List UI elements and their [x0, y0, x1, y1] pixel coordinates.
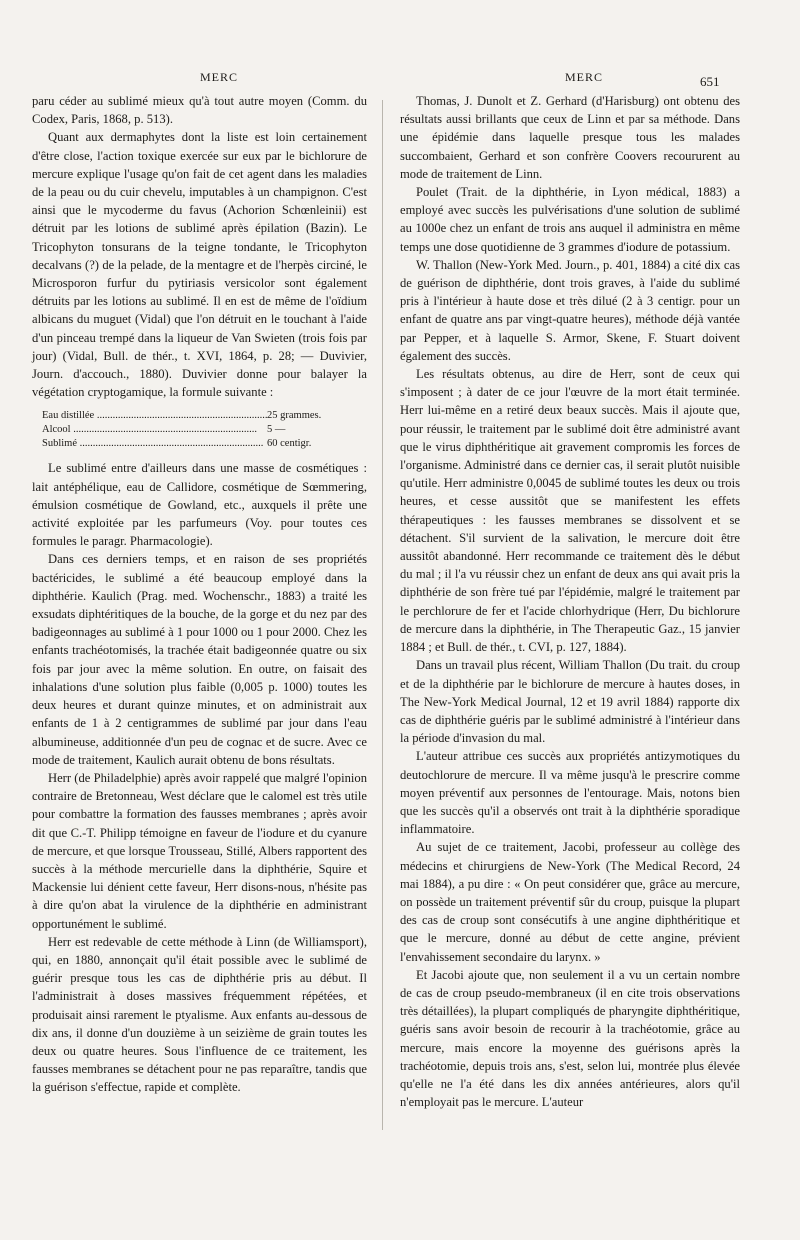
- left-column: [32, 92, 367, 1097]
- formula-quantity: 5 —: [267, 424, 286, 436]
- formula-row: [42, 409, 367, 423]
- formula-row: [42, 423, 367, 437]
- paragraph: W. Thallon (New-York Med. Journ., p. 401, 1884) a cité dix cas de guérison de diphthérie, dont trois graves, à l'aide du sublimé pris à l'intérieur à haute dose et très dilué (2 à 3 centigr. pour un enfant de quatre ans par vingt-quatre heures), méthode déjà vantée par Pepper, et à laquelle S. Armor, Skene, F. Stuart doivent également des succès.: [400, 257, 740, 363]
- column-divider: [382, 100, 383, 1130]
- paragraph: L'auteur attribue ces succès aux propriétés antizymotiques du deutochlorure de mercure. Il va même jusqu'à le prescrire comme moyen préventif aux personnes de l'entourage. Mais, notons bien que les succès qu'il a observés ont trait à la diphthérie sporadique inflammatoire.: [400, 749, 740, 837]
- paragraph: Herr est redevable de cette méthode à Linn (de Williamsport), qui, en 1880, annonçait qu'il était possible avec le sublimé de guérir presque tous les cas de diphthérie pris au début. Il l'administrait à doses massives fréquemment répétées, et produisait ainsi rarement le ptyalisme. Aux enfants au-dessous de dix ans, il donne d'un douzième à un seizième de grain toutes les deux ou quatre heures. Sous l'influence de ce traitement, les fausses membranes se détachent pour ne pas reparaître, tandis que la guérison s'effectue, rapide et complète.: [32, 934, 367, 1095]
- paragraph: Quant aux dermaphytes dont la liste est loin certainement d'être close, l'action toxique exercée sur eux par le bichlorure de mercure explique l'usage qu'on fait de cet agent dans les maladies de la peau ou du cuir chevelu, imputables à un champignon. C'est ainsi que le mycoderme du favus (Achorion Schœnleinii) est détruit par les lotions de sublimé après épilation (Bazin). Le Tricophyton tonsurans de la teigne tondante, le Tricophyton decalvans (?) de la pelade, de la mentagre et de l'herpès circiné, le Microsporon furfur du pytiriasis versicolor sont également détruits par les lotions au sublimé. Il en est de même de l'oïdium albicans du muguet (Vidal) que l'on détruit en le touchant à l'aide d'un pinceau trempé dans la liqueur de Van Swieten (trois fois par jour) (Vidal, Bull. de thér., t. XVI, 1864, p. 28; — Duvivier, Journ. d'accouch., 1880). Duvivier donne pour balayer la végétation cryptogamique, la formule suivante :: [32, 130, 367, 400]
- formula-ingredient: Alcool .....: [42, 423, 267, 437]
- page-number: 651: [700, 74, 720, 89]
- paragraph: Le sublimé entre d'ailleurs dans une masse de cosmétiques : lait antéphélique, eau de Callidore, cosmétique de Sœmmering, émulsion cosmétique de Gowland, etc., auxquels il prête une activité exploitée par les parfumeurs (Voy. pour toutes ces formules le paragr. Pharmacologie).: [32, 461, 367, 549]
- formula-table: [42, 409, 367, 451]
- paragraph: Dans ces derniers temps, et en raison de ses propriétés bactéricides, le sublimé a été beaucoup employé dans la diphthérie. Kaulich (Prag. med. Wochenschr., 1883) a traité les exsudats diphtéritiques de la bouche, de la gorge et du nez par des badigeonnages au sublimé à 1 pour 1000 ou 1 pour 2000. Chez les enfants trachéotomisés, la trachée était badigeonnée quatre ou six fois par jour avec la même solution. En outre, on faisait des inhalations d'une solution plus faible (0,005 p. 1000) toutes les deux heures et durant quinze minutes, et on administrait aux enfants de 1 à 2 centigrammes de sublimé par jour dans l'eau albumineuse, additionnée d'un peu de cognac et de sucre. Avec ce mode de traitement, Kaulich aurait obtenu de bons résultats.: [32, 552, 367, 767]
- paragraph: Les résultats obtenus, au dire de Herr, sont de ceux qui s'imposent ; à dater de ce jour l'œuvre de la mort était terminée. Herr lui-même en a retiré deux beaux succès. Mais il ajoute que, pour réussir, le traitement par le sublimé doit être administré avant que le virus diphthéritique ait gravement compromis les forces de l'organisme. Administré dans ce dernier cas, il serait plutôt nuisible qu'utile. Herr administre 0,0045 de sublimé toutes les deux ou trois heures, et cesse aussitôt que se manifestent les effets thérapeutiques : les fausses membranes se dissolvent et se détachent. S'il survient de la salivation, le mercure doit être aussitôt abandonné. Herr recommande ce traitement dès le début du mal ; il l'a vu réussir chez un enfant de deux ans qui avait pris la diphthérie de son frère tué par l'épidémie, malgré le traitement par le perchlorure de fer et l'acide chlorhydrique (Herr, Du bichlorure de mercure dans la diphthérie, in The Therapeutic Gaz., 15 janvier 1884 ; et Bull. de thér., t. CVI, p. 127, 1884).: [400, 367, 740, 655]
- formula-quantity: 60 centigr.: [267, 438, 312, 450]
- paragraph: Poulet (Trait. de la diphthérie, in Lyon médical, 1883) a employé avec succès les pulvérisations d'une solution de sublimé au 1000e chez un enfant de trois ans auquel il administra en même temps une dose quotidienne de 3 grammes d'iodure de potassium.: [400, 185, 740, 254]
- paragraph: Thomas, J. Dunolt et Z. Gerhard (d'Harisburg) ont obtenu des résultats aussi brillants que ceux de Linn et par sa méthode. Dans une épidémie dans laquelle presque tous les malades succombaient, Gerhard et son confrère Coovers recoururent au mode de traitement de Linn.: [400, 94, 740, 181]
- formula-ingredient: Sublimé .....: [42, 437, 267, 451]
- formula-ingredient: Eau distillée .....: [42, 409, 267, 423]
- paragraph: Herr (de Philadelphie) après avoir rappelé que malgré l'opinion contraire de Bretonneau, West déclare que le calomel est très utile pour combattre la formation des fausses membranes ; après avoir dit que C.-T. Philipp témoigne en faveur de l'iodure et du cyanure de mercure, et que lorsque Trousseau, Stillé, Albers rapportent des succès à la méthode mercurielle dans la diphthérie, Squire et Mackensie lui dénient cette faveur, Herr disons-nous, n'hésite pas à dire qu'on abat la virulence de la diphthérie en administrant opportunément le sublimé.: [32, 770, 367, 931]
- paragraph: paru céder au sublimé mieux qu'à tout autre moyen (Comm. du Codex, Paris, 1868, p. 513).: [32, 94, 367, 127]
- formula-quantity: 25 grammes.: [267, 410, 322, 422]
- right-column: [400, 92, 740, 1111]
- running-head-left: MERC: [200, 70, 239, 84]
- formula-row: [42, 437, 367, 451]
- running-head-right: MERC: [565, 70, 604, 84]
- paragraph: Dans un travail plus récent, William Thallon (Du trait. du croup et de la diphthérie par le bichlorure de mercure à hautes doses, in The New-York Medical Journal, 12 et 19 avril 1884) rapporte dix cas de diphthérie guéris par le sublimé administré à l'intérieur dans la période d'invasion du mal.: [400, 658, 740, 746]
- paragraph: Et Jacobi ajoute que, non seulement il a vu un certain nombre de cas de croup pseudo-membraneux (il en cite trois observations très détaillées), la plupart compliqués de pharyngite diphthéritique, guéris sans avoir besoin de recourir à la trachéotomie, grâce au mercure, mais encore la moyenne des guérisons après la trachéotomie, depuis trois ans, s'est, selon lui, montrée plus élevée qu'elle ne l'a été dans les dix années antérieures, alors qu'il n'employait pas le mercure. L'auteur: [400, 967, 740, 1110]
- paragraph: Au sujet de ce traitement, Jacobi, professeur au collège des médecins et chirurgiens de New-York (The Medical Record, 24 mai 1884), a pu dire : « On peut considérer que, grâce au mercure, on possède un traitement préventif sûr du croup, puisque la plupart des cas de croup sont consécutifs à une angine diphthéritique et que le mercure, donné au début de cette angine, prévient l'envahissement secondaire du larynx. »: [400, 840, 740, 964]
